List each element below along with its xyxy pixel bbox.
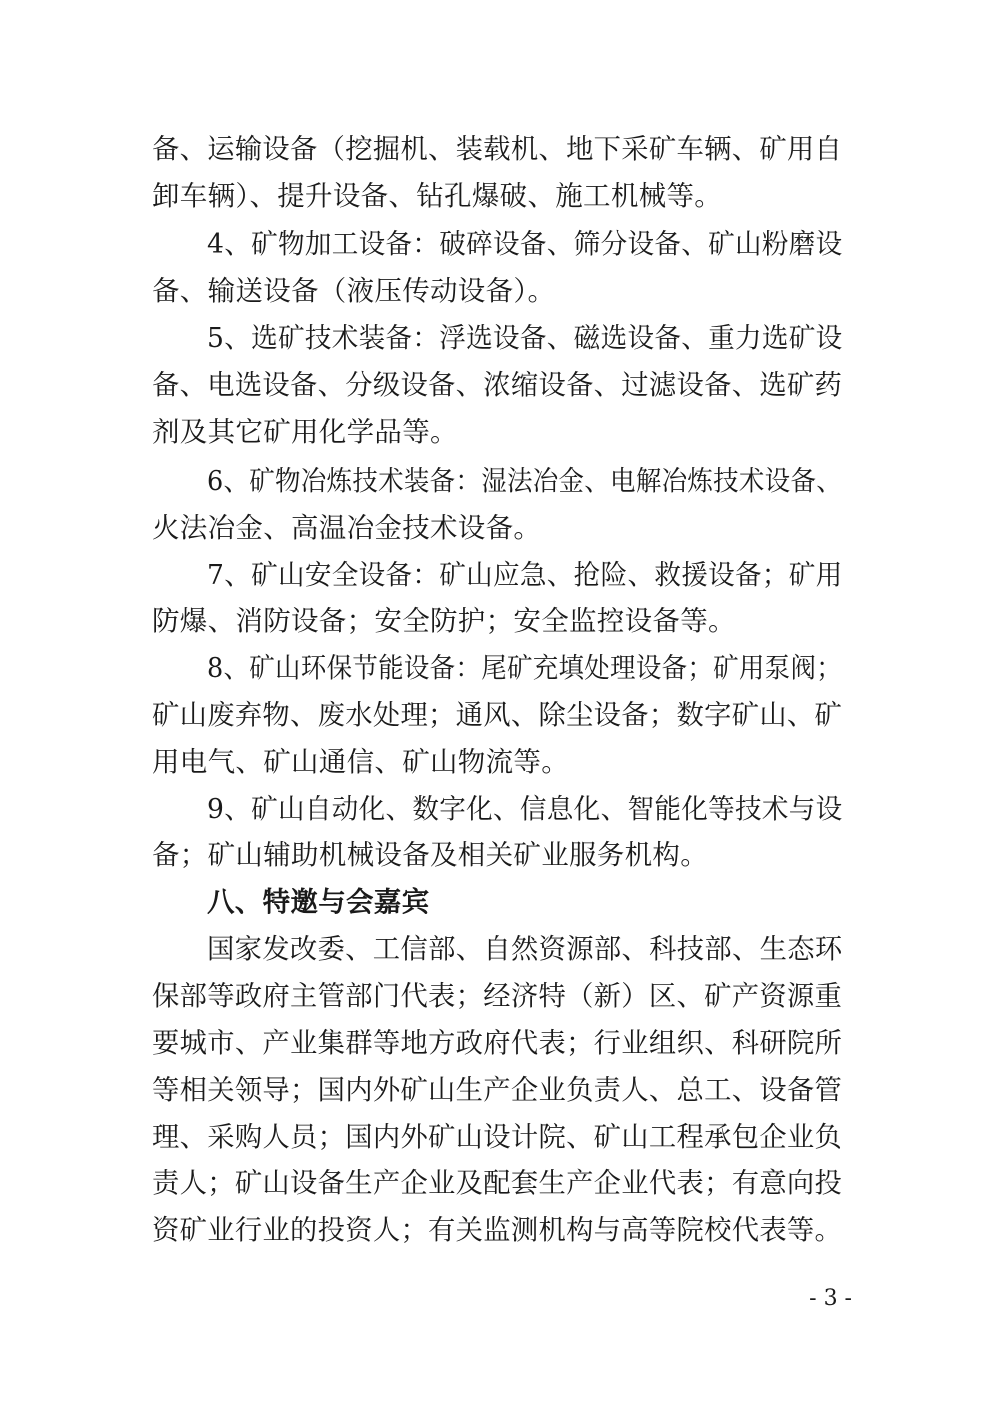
paragraph-line: 国家发改委、工信部、自然资源部、科技部、生态环 [207,933,843,965]
paragraph-line: 备、输送设备（液压传动设备）。 [152,275,556,307]
list-item-8-line: 8、矿山环保节能设备：尾矿充填处理设备；矿用泵阀； [207,652,842,684]
list-item-9-line: 9、矿山自动化、数字化、信息化、智能化等技术与设 [207,793,843,825]
paragraph-line: 矿山废弃物、废水处理；通风、除尘设备；数字矿山、矿 [152,699,843,731]
page-number: - 3 - [809,1286,852,1311]
paragraph-line: 用电气、矿山通信、矿山物流等。 [152,746,569,778]
paragraph-line: 备；矿山辅助机械设备及相关矿业服务机构。 [152,839,708,871]
paragraph-line: 卸车辆）、提升设备、钻孔爆破、施工机械等。 [152,180,723,212]
paragraph-line: 资矿业行业的投资人；有关监测机构与高等院校代表等。 [152,1214,843,1246]
paragraph-line: 火法冶金、高温冶金技术设备。 [152,512,542,544]
paragraph-line: 保部等政府主管部门代表；经济特（新）区、矿产资源重 [152,980,843,1012]
section-heading: 八、特邀与会嘉宾 [207,886,430,918]
paragraph-line: 剂及其它矿用化学品等。 [152,416,458,448]
paragraph-line: 备、运输设备（挖掘机、装载机、地下采矿车辆、矿用自 [152,133,843,165]
list-item-4-line: 4、矿物加工设备：破碎设备、筛分设备、矿山粉磨设 [207,228,843,260]
list-item-5-line: 5、选矿技术装备：浮选设备、磁选设备、重力选矿设 [207,322,843,354]
paragraph-line: 理、采购人员；国内外矿山设计院、矿山工程承包企业负 [152,1121,843,1153]
paragraph-line: 要城市、产业集群等地方政府代表；行业组织、科研院所 [152,1027,843,1059]
list-item-7-line: 7、矿山安全设备：矿山应急、抢险、救援设备；矿用 [207,559,843,591]
paragraph-line: 备、电选设备、分级设备、浓缩设备、过滤设备、选矿药 [152,369,843,401]
paragraph-line: 等相关领导；国内外矿山生产企业负责人、总工、设备管 [152,1074,843,1106]
paragraph-line: 责人；矿山设备生产企业及配套生产企业代表；有意向投 [152,1167,843,1199]
list-item-6-line: 6、矿物冶炼技术装备：湿法冶金、电解冶炼技术设备、 [207,465,842,497]
paragraph-line: 防爆、消防设备；安全防护；安全监控设备等。 [152,605,736,637]
